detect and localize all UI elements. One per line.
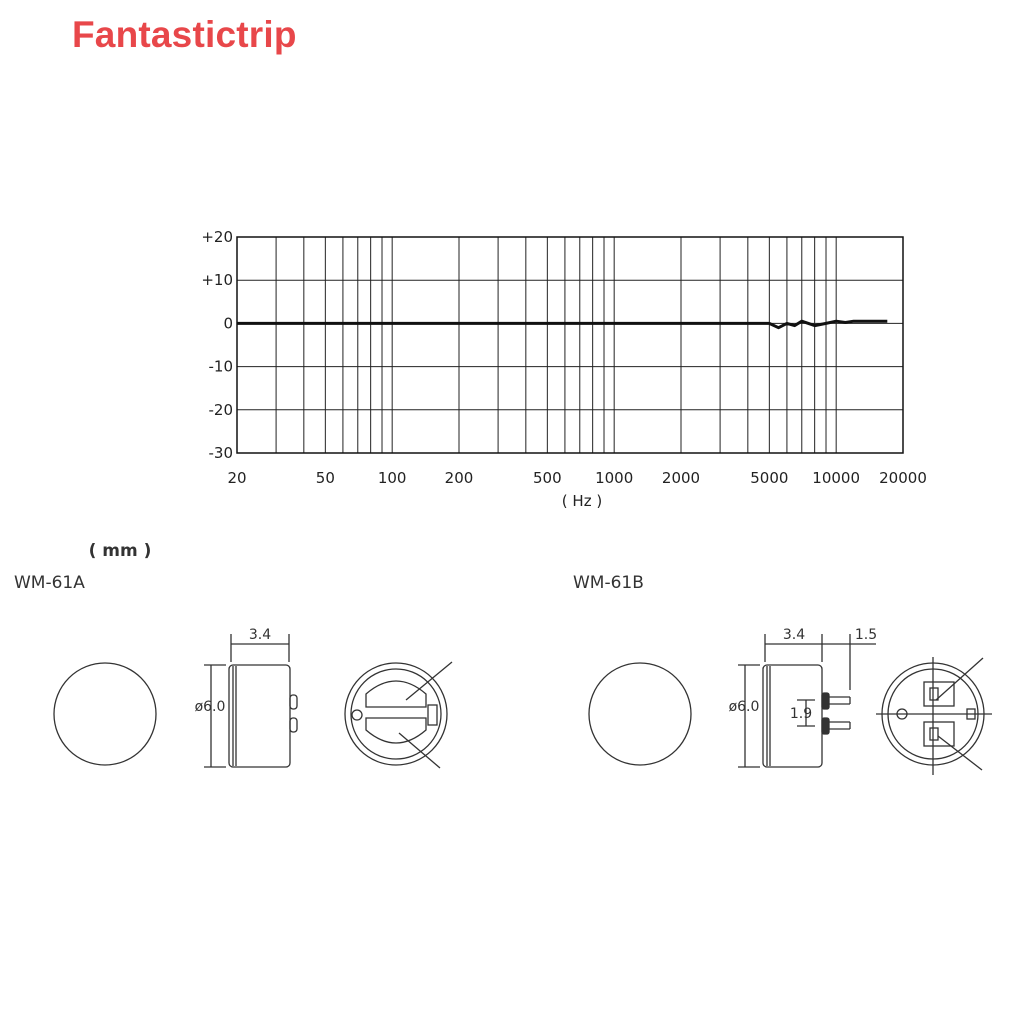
wm61a-back-view: [345, 662, 452, 768]
x-tick-label: 20: [227, 469, 247, 487]
wm61a-diameter-dim: ø6.0: [194, 699, 226, 715]
wm61b-drawing: [589, 634, 992, 775]
wm61b-length-dim: 3.4: [782, 627, 806, 643]
y-tick-label: -10: [208, 357, 233, 376]
model-b-label: WM-61B: [573, 573, 644, 593]
x-tick-label: 100: [377, 469, 407, 487]
x-tick-label: 20000: [879, 469, 927, 487]
x-tick-label: 10000: [812, 469, 861, 487]
wm61b-back-view: [876, 657, 992, 775]
chart-x-tick-labels: [227, 469, 926, 487]
wm61b-diameter-dim: ø6.0: [728, 699, 760, 715]
x-tick-label: 1000: [595, 469, 634, 487]
wm61a-drawing: [54, 634, 452, 768]
wm61b-front-view: [589, 663, 691, 765]
response-curve: [237, 321, 887, 328]
y-tick-label: +10: [201, 271, 233, 290]
wm61a-front-view: [54, 663, 156, 765]
x-tick-label: 500: [533, 469, 562, 487]
chart-vertical-grid: [276, 237, 836, 453]
chart-y-tick-labels: [201, 228, 233, 462]
x-tick-label: 200: [444, 469, 474, 487]
brand-logo: Fantastictrip: [72, 14, 297, 55]
chart-horizontal-grid: [237, 237, 903, 453]
units-label: ( mm ): [88, 541, 152, 561]
x-tick-label: 5000: [750, 469, 789, 487]
y-tick-label: +20: [201, 228, 233, 246]
x-tick-label: 2000: [661, 469, 701, 487]
wm61a-length-dim: 3.4: [248, 627, 272, 643]
wm61b-pin-spacing-dim: 1.9: [789, 706, 813, 722]
model-a-label: WM-61A: [14, 573, 85, 593]
frequency-response-chart: [201, 228, 927, 510]
chart-frame: [237, 237, 903, 453]
x-axis-label: ( Hz ): [561, 492, 603, 510]
wm61b-pin-length-dim: 1.5: [854, 627, 878, 643]
chart-series: [237, 321, 887, 328]
y-tick-label: -30: [208, 444, 233, 462]
y-tick-label: 0: [223, 314, 233, 333]
x-tick-label: 50: [315, 469, 335, 487]
y-tick-label: -20: [208, 400, 233, 419]
